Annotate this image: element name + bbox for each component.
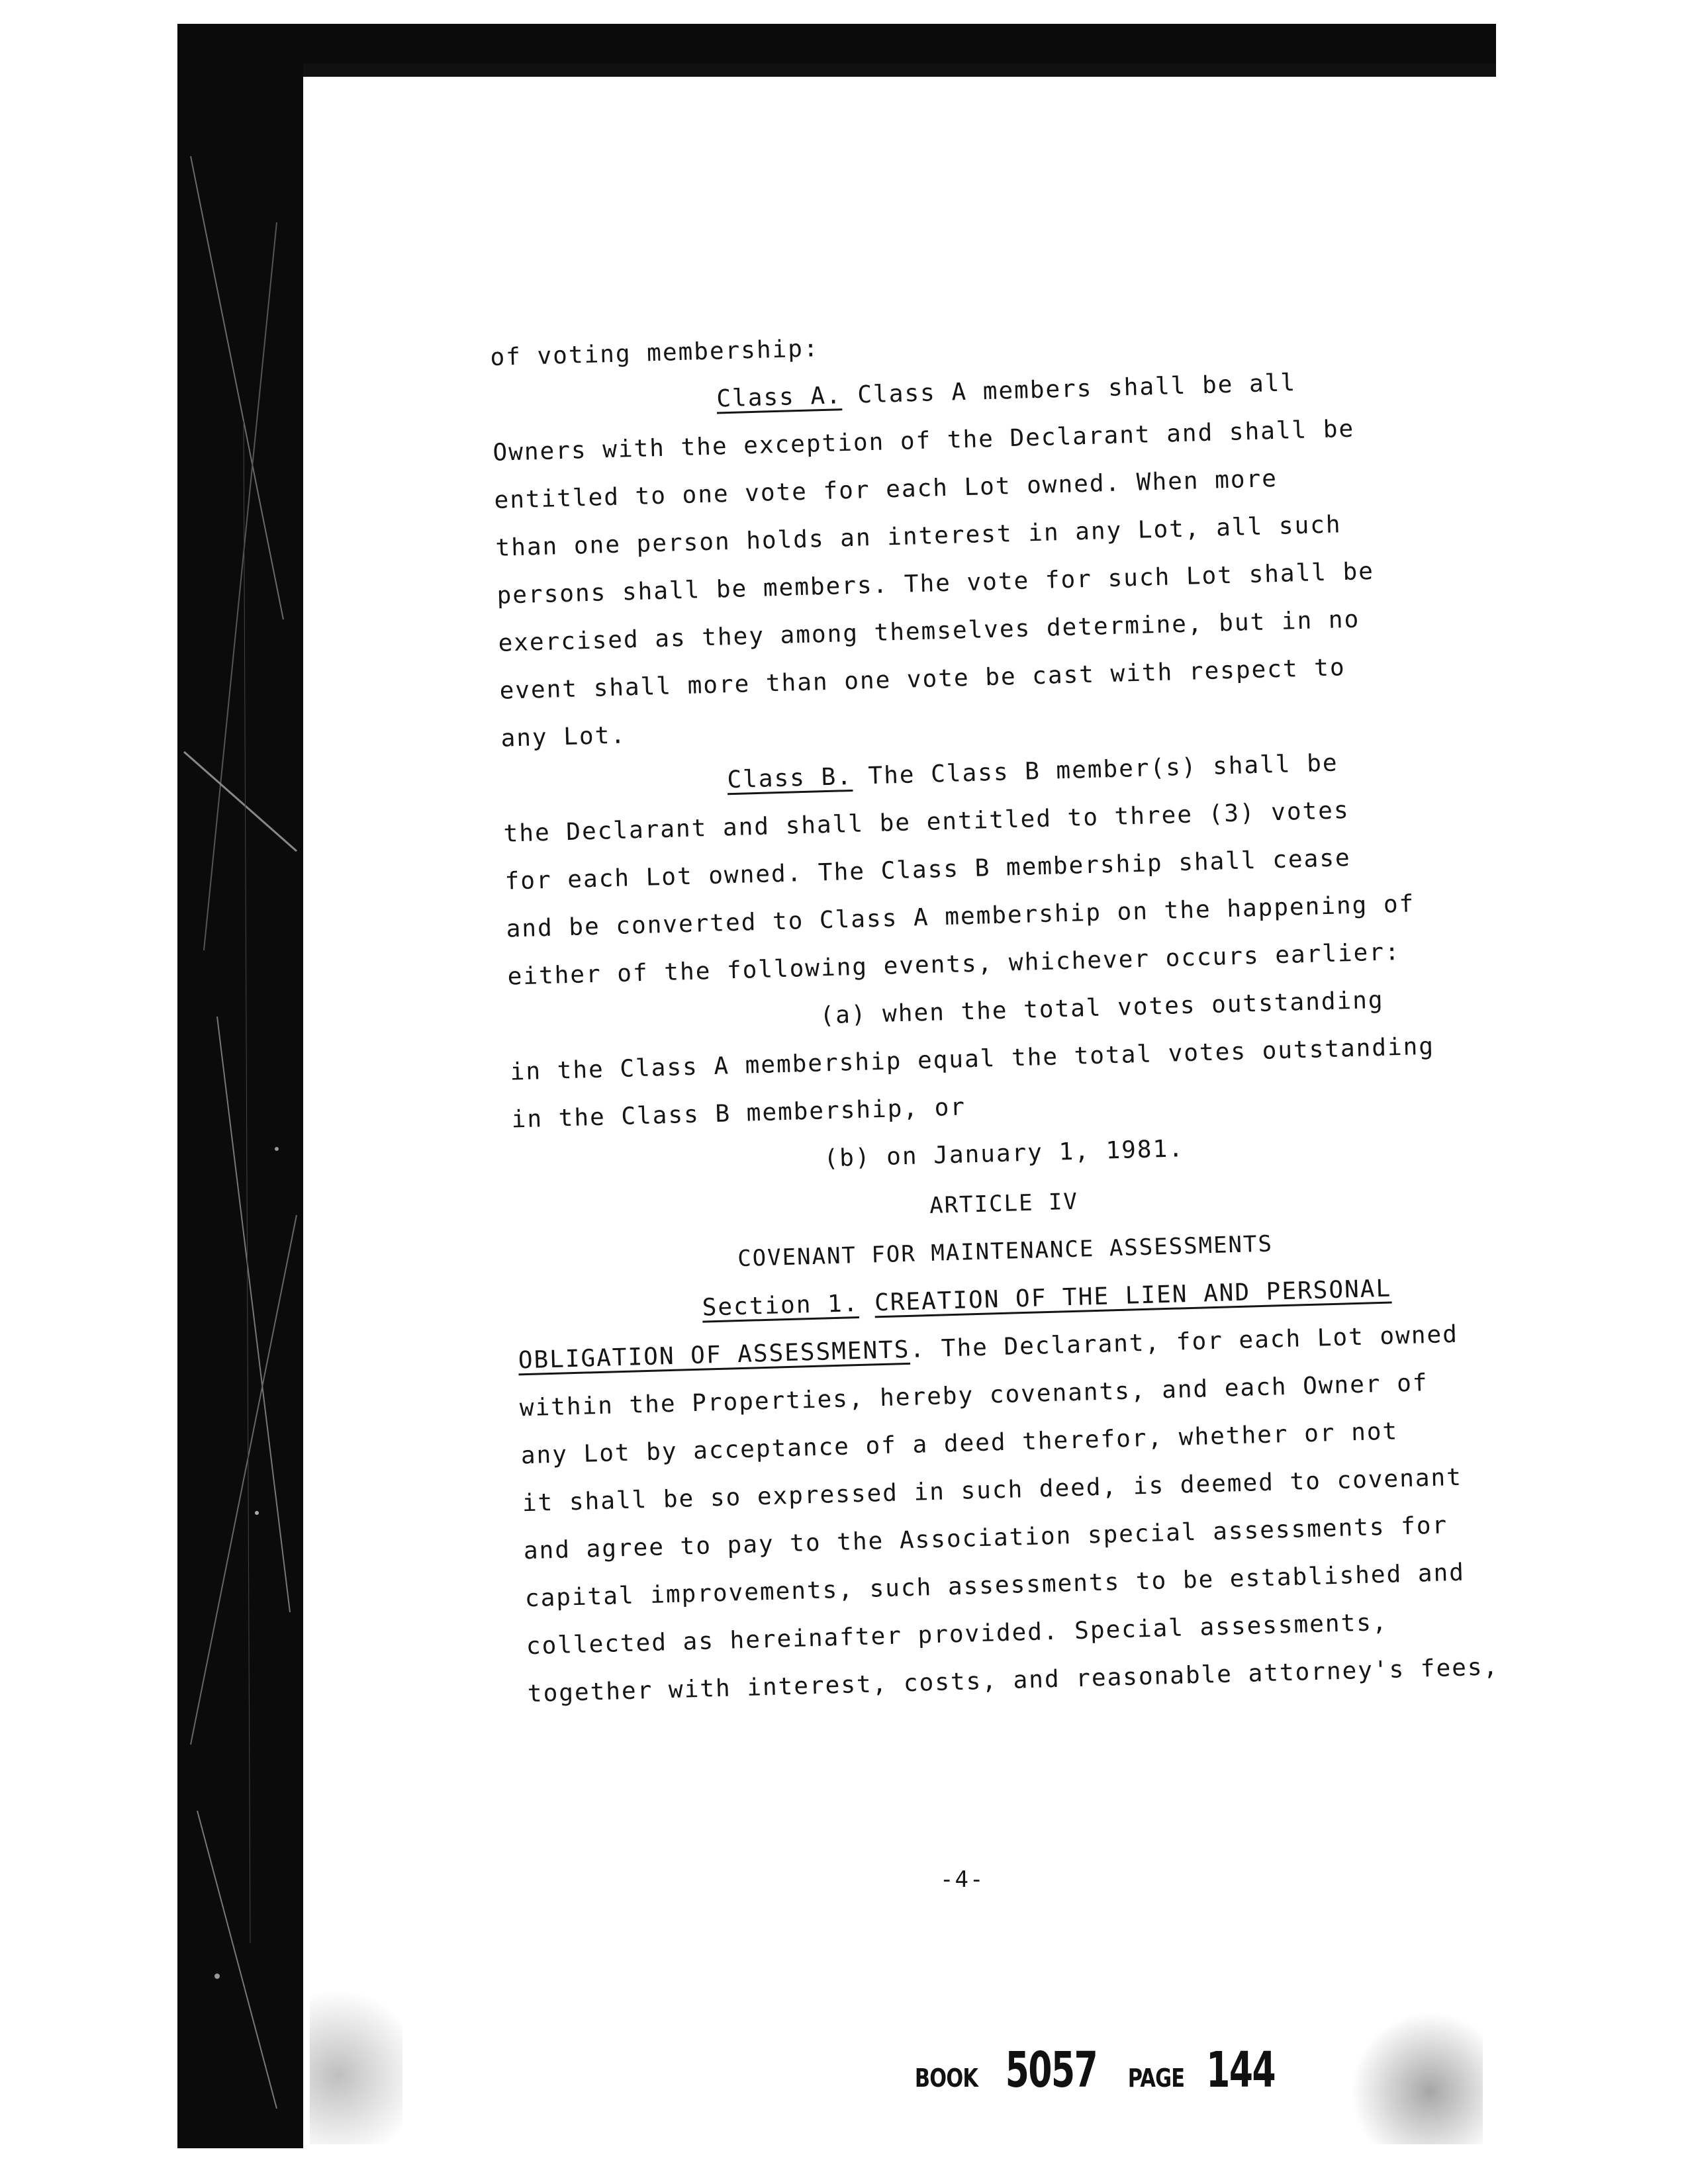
stamp-book-label: BOOK bbox=[914, 2064, 978, 2093]
body-line: Owners with the exception of the Declarant and shall be bbox=[492, 415, 1355, 467]
body-line: exercised as they among themselves determine, but in no bbox=[498, 606, 1360, 657]
scan-border-left bbox=[177, 24, 303, 2148]
body-line: than one person holds an interest in any Lot, all such bbox=[495, 511, 1342, 562]
body-line: collected as hereinafter provided. Special assessments, bbox=[526, 1608, 1389, 1661]
body-line: and be converted to Class A membership on the happening of bbox=[506, 890, 1415, 943]
section-title-part1: CREATION OF THE LIEN AND PERSONAL bbox=[874, 1275, 1392, 1317]
section-title-part2: OBLIGATION OF ASSESSMENTS bbox=[518, 1336, 911, 1375]
scan-noise-bottom-right bbox=[1350, 2012, 1483, 2144]
stamp-book-number: 5057 bbox=[1005, 2042, 1098, 2099]
body-line: any Lot. bbox=[500, 721, 627, 752]
class-a-line bbox=[716, 369, 1297, 412]
clause-a: (a) when the total votes outstanding bbox=[819, 986, 1385, 1030]
body-line: within the Properties, hereby covenants, and each Owner of bbox=[519, 1369, 1429, 1422]
scratch-marks bbox=[177, 24, 303, 2148]
stamp-page-label: PAGE bbox=[1127, 2064, 1184, 2093]
body-line: persons shall be members. The vote for such Lot shall be bbox=[496, 557, 1375, 610]
body-line: event shall more than one vote be cast with respect to bbox=[499, 654, 1346, 705]
section-line-1 bbox=[518, 1321, 1458, 1375]
body-line: the Declarant and shall be entitled to three (3) votes bbox=[503, 797, 1350, 848]
body-line: Class A members shall be all bbox=[841, 369, 1297, 410]
body-line: in the Class A membership equal the total votes outstanding bbox=[510, 1032, 1435, 1086]
recording-stamp bbox=[907, 2042, 1289, 2099]
body-line: for each Lot owned. The Class B membership shall cease bbox=[504, 844, 1352, 895]
body-line: and agree to pay to the Association special assessments for bbox=[523, 1512, 1448, 1565]
body-line: entitled to one vote for each Lot owned. When more bbox=[494, 465, 1278, 514]
scan-noise-bottom-left bbox=[310, 1972, 402, 2144]
class-a-label: Class A. bbox=[716, 382, 843, 413]
body-line: The Class B member(s) shall be bbox=[852, 749, 1339, 790]
body-line: any Lot by acceptance of a deed therefor, whether or not bbox=[520, 1418, 1399, 1470]
stamp-page-number: 144 bbox=[1205, 2042, 1275, 2099]
body-line: . The Declarant, for each Lot owned bbox=[909, 1320, 1459, 1363]
body-line: in the Class B membership, or bbox=[511, 1093, 966, 1134]
class-b-line bbox=[727, 749, 1338, 794]
class-b-label: Class B. bbox=[726, 762, 853, 794]
scan-border-top-edge bbox=[303, 64, 1496, 77]
body-line: together with interest, costs, and reasonable attorney's fees, bbox=[527, 1653, 1499, 1708]
body-line: it shall be so expressed in such deed, is deemed to covenant bbox=[522, 1463, 1463, 1518]
article-title: COVENANT FOR MAINTENANCE ASSESSMENTS bbox=[737, 1230, 1274, 1273]
clause-b: (b) on January 1, 1981. bbox=[823, 1135, 1185, 1173]
body-line: either of the following events, whichever occurs earlier: bbox=[507, 938, 1401, 991]
article-heading: ARTICLE IV bbox=[929, 1188, 1079, 1219]
section-label: Section 1. bbox=[702, 1290, 860, 1322]
section-heading bbox=[702, 1275, 1391, 1322]
page-number: -4- bbox=[940, 1866, 985, 1893]
document-body bbox=[490, 317, 1499, 1708]
body-line: of voting membership: bbox=[490, 335, 820, 371]
body-line: capital improvements, such assessments to be established and bbox=[524, 1559, 1466, 1613]
